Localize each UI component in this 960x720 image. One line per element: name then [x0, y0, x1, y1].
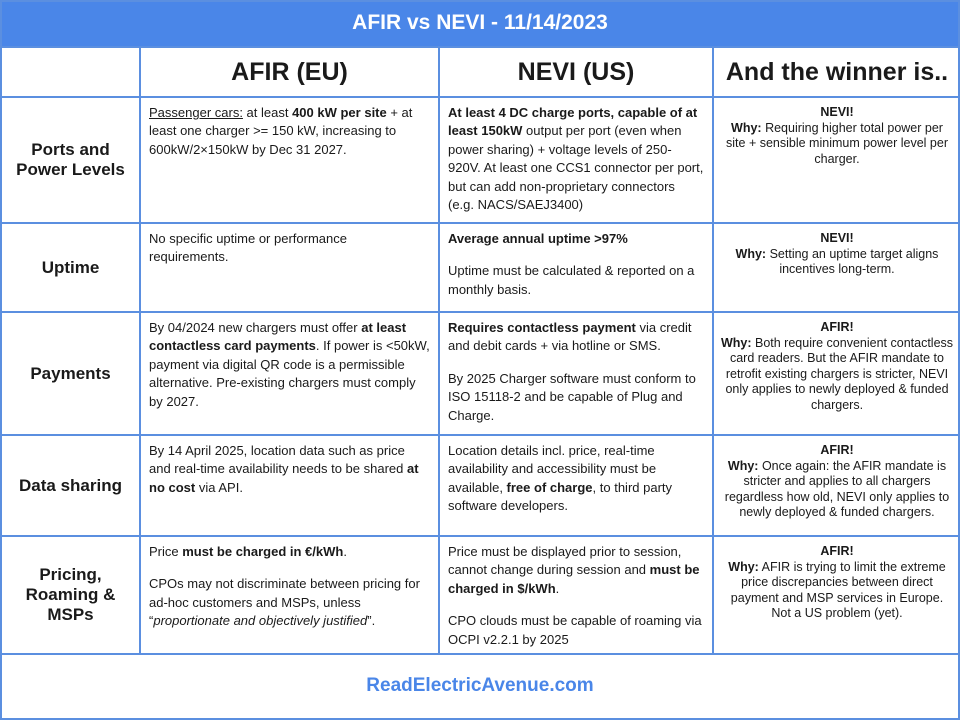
cell-nevi-pricing [439, 536, 713, 654]
text-fragment: . [343, 544, 347, 559]
paragraph-gap [149, 561, 430, 575]
text-fragment: at least [242, 105, 293, 120]
row-label-text: Pricing, Roaming & MSPs [25, 565, 116, 625]
why-label: Why: [720, 335, 752, 350]
text-fragment: must be charged in $/kWh [448, 562, 700, 596]
winner-name: AFIR! [820, 443, 854, 457]
row-label-text: Ports and Power Levels [16, 140, 125, 179]
text-fragment: Average annual uptime >97% [448, 231, 628, 246]
row-label-pricing [1, 536, 140, 654]
text-fragment: Passenger cars: [149, 105, 243, 120]
cell-afir-payments [140, 312, 439, 435]
why-text: AFIR is trying to limit the extreme price discrepancies between direct payment and MSP services in Europe. Not a US problem (yet). [730, 559, 946, 621]
text-fragment: . If power is <50kW, payment via digital QR code is a permissible alternative. Pre-existing chargers must comply by 2027. [149, 338, 430, 409]
header-afir: AFIR (EU) [140, 47, 439, 97]
cell-nevi-payments [439, 312, 713, 435]
cell-nevi-data-sharing [439, 435, 713, 536]
text-fragment: Location details incl. price, real-time availability and accessibility must be available, [448, 443, 657, 495]
cell-nevi-ports [439, 97, 713, 223]
text-fragment: By 04/2024 new chargers must offer [149, 320, 362, 335]
header-nevi: NEVI (US) [439, 47, 713, 97]
why-text: Once again: the AFIR mandate is stricter and applies to all chargers regardless how old, NEVI only applies to newly deployed & funded chargers. [724, 458, 950, 520]
text-fragment: at no cost [149, 461, 419, 495]
paragraph-gap [448, 356, 704, 370]
cell-afir-data-sharing [140, 435, 439, 536]
row-label-payments [1, 312, 140, 435]
text-fragment: CPOs may not discriminate between pricing for ad-hoc customers and MSPs, unless “ [149, 576, 420, 629]
header-corner [1, 47, 140, 97]
text-fragment: Uptime must be calculated & reported on a monthly basis. [448, 263, 695, 297]
cell-afir-uptime [140, 223, 439, 312]
header-row [1, 47, 960, 97]
text-fragment: free of charge [506, 479, 593, 495]
text-fragment: via API. [195, 479, 243, 495]
text-fragment: 400 kW per site [292, 105, 387, 120]
why-label: Why: [728, 559, 759, 574]
header-winner: And the winner is.. [713, 47, 960, 97]
text-fragment: via credit and debit cards + via hotline or SMS. [448, 320, 692, 354]
cell-winner-ports [713, 97, 960, 223]
paragraph-gap [448, 248, 704, 262]
footer-site-link[interactable]: ReadElectricAvenue.com [366, 674, 594, 696]
row-label-ports [1, 97, 140, 223]
text-fragment: + at least one charger >= 150 kW, increasing to 600kW/2×150kW by Dec 31 2027. [149, 105, 413, 157]
text-fragment: at least contactless card payments [149, 320, 407, 354]
text-fragment: ”. [367, 613, 376, 629]
comparison-table [0, 46, 960, 655]
cell-winner-pricing [713, 536, 960, 654]
text-fragment: output per port (even when power sharing) + voltage levels of 250-920V. At least one CCS1 connector per port, but can add non-proprietary connectors (e.g. NACS/SAEJ3400) [448, 123, 704, 213]
cell-winner-uptime [713, 223, 960, 312]
winner-name: NEVI! [820, 105, 854, 119]
table-row-uptime [1, 223, 960, 312]
text-fragment: At least 4 DC charge ports, capable of at least 150kW [448, 105, 698, 139]
row-label-text: Data sharing [19, 475, 122, 495]
table-row-payments [1, 312, 960, 435]
winner-name: AFIR! [820, 320, 854, 334]
why-text: Both require convenient contactless card readers. But the AFIR mandate to retrofit existing chargers is stricter, NEVI only applies to newly deployed & funded chargers. [725, 335, 954, 412]
row-label-text: Payments [30, 363, 111, 383]
paragraph-gap [448, 598, 704, 612]
text-fragment: Price [149, 544, 183, 559]
row-label-uptime [1, 223, 140, 312]
text-fragment: By 14 April 2025, location data such as price and real-time availability needs to be shared [149, 443, 407, 477]
text-fragment: Price must be displayed prior to session, cannot change during session and [448, 544, 682, 578]
table-row-pricing [1, 536, 960, 654]
text-fragment: , to third party software developers. [448, 479, 673, 514]
why-text: Requiring higher total power per site + sensible minimum power level per charger. [726, 120, 948, 166]
why-label: Why: [731, 120, 762, 135]
row-label-text: Uptime [41, 257, 100, 277]
cell-afir-pricing [140, 536, 439, 654]
text-fragment: proportionate and objectively justified [153, 613, 368, 629]
why-text: Setting an uptime target aligns incentives long-term. [766, 246, 939, 277]
winner-name: NEVI! [820, 231, 854, 245]
cell-winner-payments [713, 312, 960, 435]
page-title: AFIR vs NEVI - 11/14/2023 [0, 0, 960, 46]
table-row-ports [1, 97, 960, 223]
why-label: Why: [727, 458, 759, 473]
table-row-data-sharing [1, 435, 960, 536]
row-label-data-sharing [1, 435, 140, 536]
text-fragment: Requires contactless payment [448, 320, 636, 335]
text-fragment: By 2025 Charger software must conform to ISO 15118-2 and be capable of Plug and Charge. [448, 370, 696, 423]
text-fragment: No specific uptime or performance requirements. [149, 231, 347, 265]
text-fragment: CPO clouds must be capable of roaming via OCPI v2.2.1 by 2025 [448, 613, 702, 647]
cell-afir-ports [140, 97, 439, 223]
cell-winner-data-sharing [713, 435, 960, 536]
cell-nevi-uptime [439, 223, 713, 312]
text-fragment: . [555, 580, 560, 596]
why-label: Why: [735, 246, 767, 261]
text-fragment: must be charged in €/kWh [182, 544, 344, 559]
winner-name: AFIR! [820, 544, 854, 558]
